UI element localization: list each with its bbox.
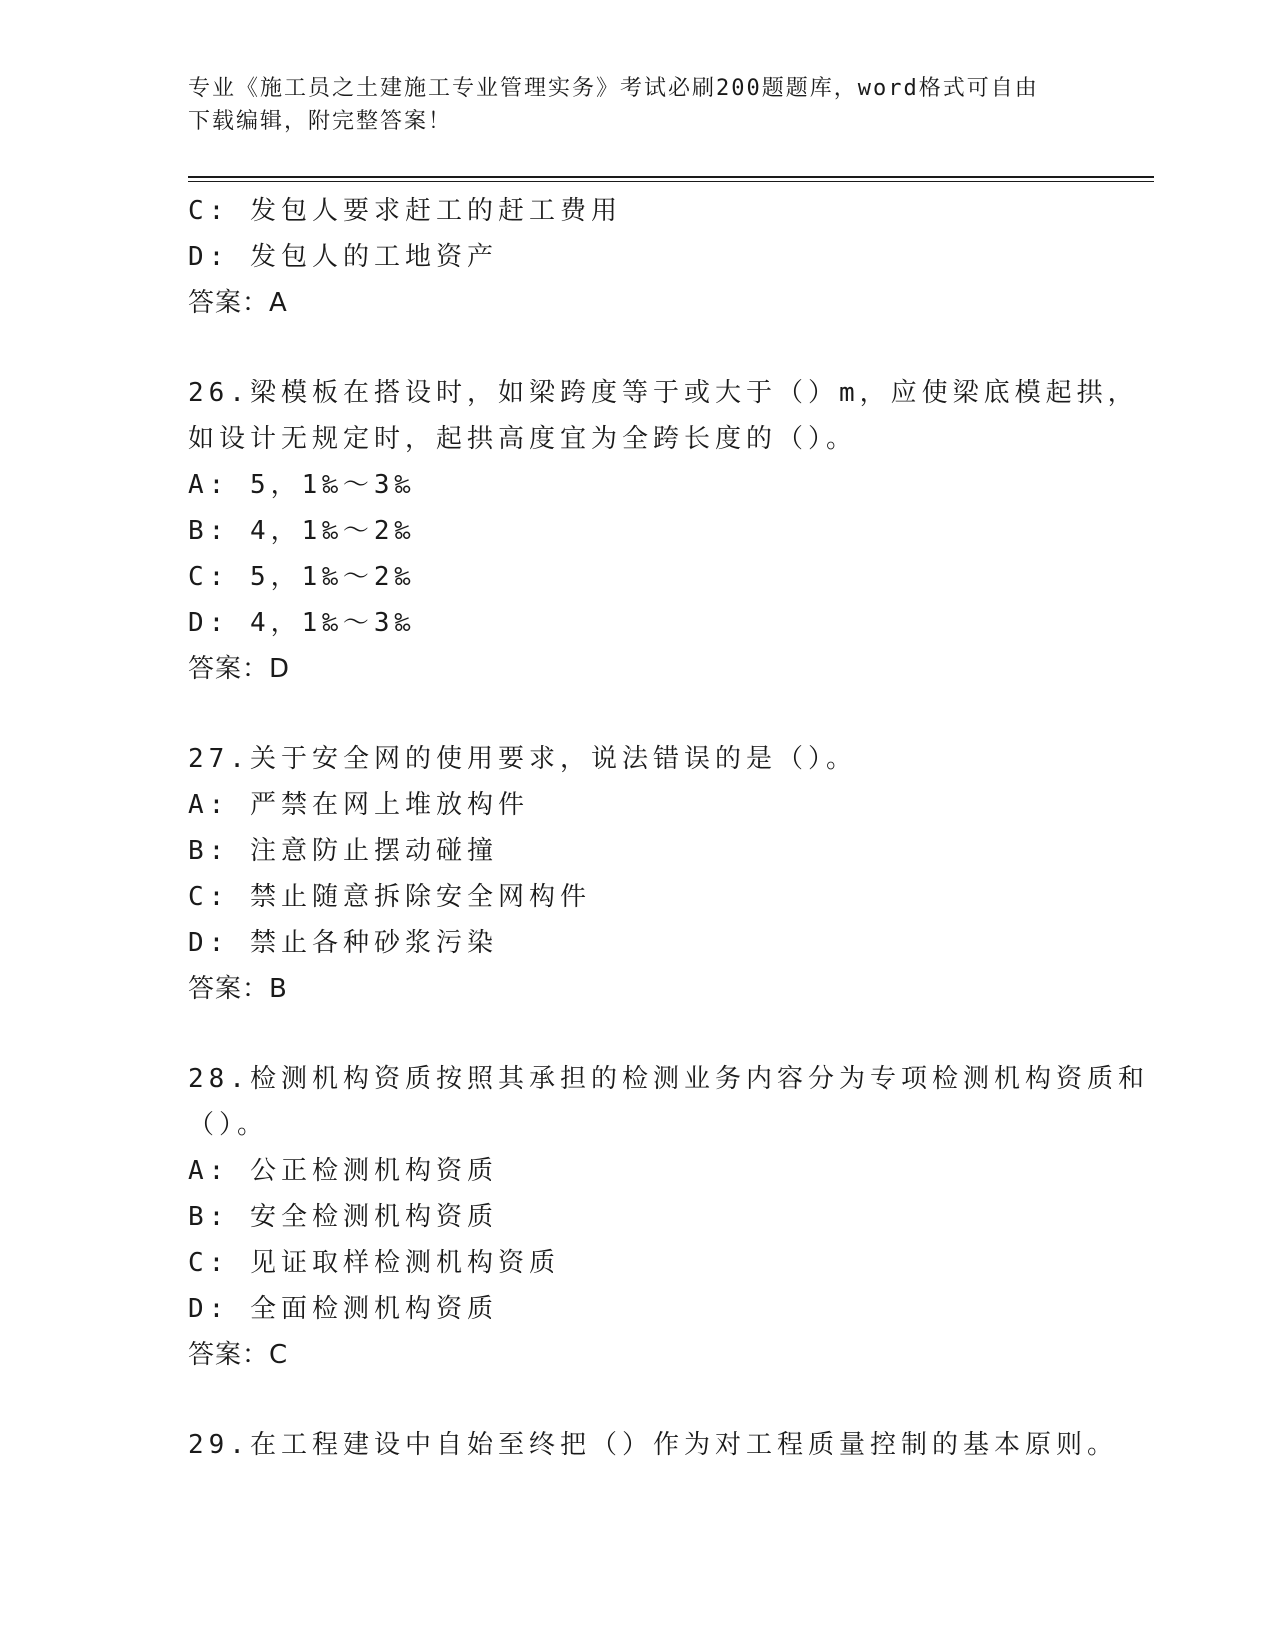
option-c: C: 见证取样检测机构资质 [188,1248,560,1278]
document-header [188,72,1068,138]
question-29 [188,1422,1118,1468]
header-line-2: 下载编辑，附完整答案！ [188,109,453,134]
option-a: A: 严禁在网上堆放构件 [188,790,529,820]
question-text: 28.检测机构资质按照其承担的检测业务内容分为专项检测机构资质和 [188,1064,1149,1094]
answer-line: 答案：B [188,974,288,1004]
question-text: 27.关于安全网的使用要求，说法错误的是（）。 [188,744,857,774]
option-d: D: 4，1‰～3‰ [188,608,416,638]
question-25-tail [188,188,1088,326]
question-text: 29.在工程建设中自始至终把（）作为对工程质量控制的基本原则。 [188,1430,1118,1460]
spacer [188,326,1088,370]
question-28 [188,1056,1149,1378]
spacer [188,1378,1088,1422]
option-d: D: 全面检测机构资质 [188,1294,498,1324]
question-26 [188,370,1139,692]
answer-line: 答案：A [188,288,288,318]
question-27 [188,736,1088,1012]
question-text-continued: （）。 [188,1110,269,1140]
question-text: 26.梁模板在搭设时，如梁跨度等于或大于（）m，应使梁底模起拱， [188,378,1139,408]
option-d: D: 发包人的工地资产 [188,242,498,272]
option-a: A: 5，1‰～3‰ [188,470,416,500]
answer-line: 答案：D [188,654,291,684]
option-b: B: 注意防止摆动碰撞 [188,836,498,866]
question-list [188,188,1149,1468]
option-b: B: 安全检测机构资质 [188,1202,498,1232]
question-text-continued: 如设计无规定时，起拱高度宜为全跨长度的（）。 [188,424,858,454]
header-line-1: 专业《施工员之土建施工专业管理实务》考试必刷200题题库，word格式可自由 [188,76,1039,101]
option-a: A: 公正检测机构资质 [188,1156,498,1186]
answer-line: 答案：C [188,1340,289,1370]
option-c: C: 5，1‰～2‰ [188,562,416,592]
spacer [188,1012,1088,1056]
option-b: B: 4，1‰～2‰ [188,516,416,546]
option-d: D: 禁止各种砂浆污染 [188,928,498,958]
spacer [188,692,1088,736]
option-c: C: 禁止随意拆除安全网构件 [188,882,591,912]
header-divider-thin [188,181,1154,182]
option-c: C: 发包人要求赶工的赶工费用 [188,196,622,226]
header-divider-thick [188,176,1154,178]
